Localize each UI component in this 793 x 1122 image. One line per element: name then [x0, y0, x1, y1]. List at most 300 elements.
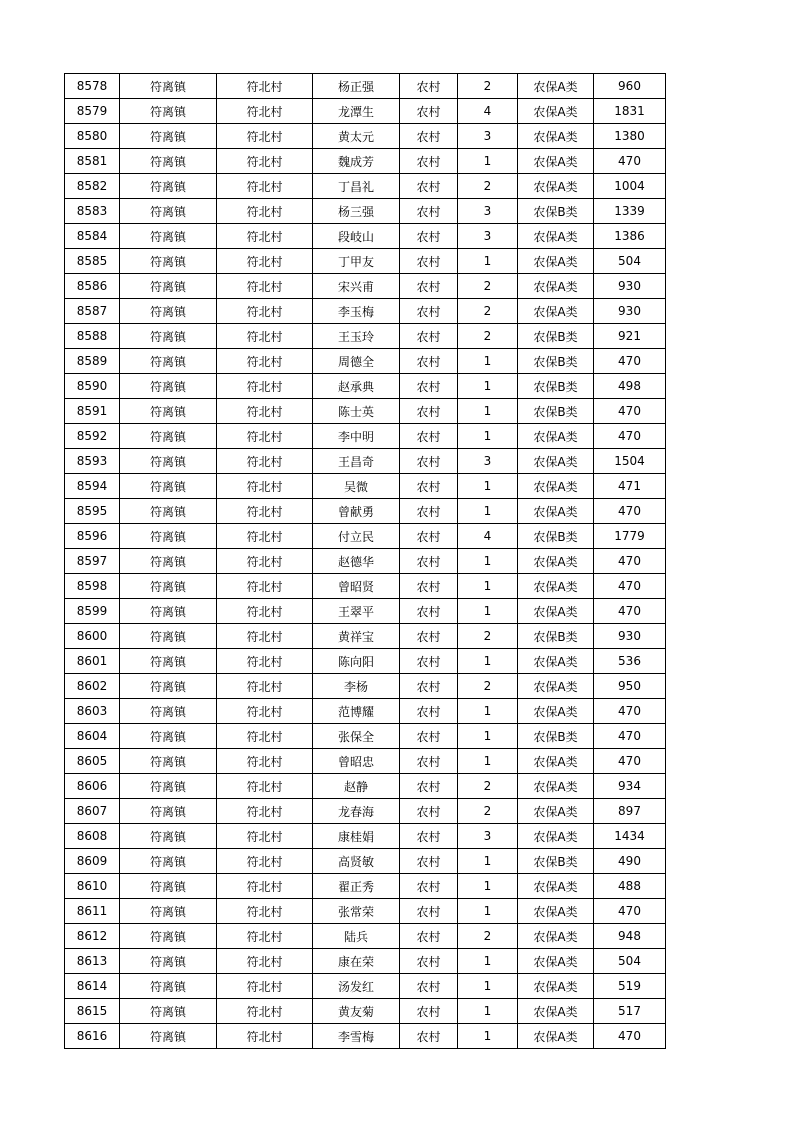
table-cell-type: 农村: [400, 549, 458, 574]
table-cell-town: 符离镇: [120, 899, 217, 924]
table-cell-name: 魏成芳: [313, 149, 400, 174]
table-cell-count: 1: [458, 574, 518, 599]
table-cell-type: 农村: [400, 374, 458, 399]
table-cell-type: 农村: [400, 524, 458, 549]
table-cell-amount: 470: [594, 724, 666, 749]
table-cell-name: 丁昌礼: [313, 174, 400, 199]
table-cell-category: 农保A类: [518, 949, 594, 974]
table-cell-category: 农保A类: [518, 474, 594, 499]
table-cell-category: 农保A类: [518, 699, 594, 724]
table-cell-category: 农保A类: [518, 124, 594, 149]
table-cell-amount: 934: [594, 774, 666, 799]
table-cell-town: 符离镇: [120, 449, 217, 474]
table-cell-category: 农保A类: [518, 574, 594, 599]
table-cell-id: 8613: [65, 949, 120, 974]
table-cell-count: 1: [458, 649, 518, 674]
table-cell-count: 2: [458, 674, 518, 699]
table-cell-id: 8604: [65, 724, 120, 749]
table-cell-village: 符北村: [217, 799, 313, 824]
table-row: [65, 699, 666, 724]
table-cell-town: 符离镇: [120, 274, 217, 299]
table-cell-name: 赵静: [313, 774, 400, 799]
table-cell-amount: 470: [594, 549, 666, 574]
table-cell-category: 农保A类: [518, 799, 594, 824]
table-cell-category: 农保A类: [518, 499, 594, 524]
table-cell-count: 1: [458, 474, 518, 499]
table-cell-name: 范博耀: [313, 699, 400, 724]
table-cell-name: 丁甲友: [313, 249, 400, 274]
table-row: [65, 199, 666, 224]
table-row: [65, 149, 666, 174]
table-cell-name: 汤发红: [313, 974, 400, 999]
table-row: [65, 899, 666, 924]
table-cell-town: 符离镇: [120, 474, 217, 499]
table-cell-town: 符离镇: [120, 124, 217, 149]
table-cell-town: 符离镇: [120, 649, 217, 674]
table-cell-category: 农保A类: [518, 824, 594, 849]
table-cell-name: 曾昭贤: [313, 574, 400, 599]
table-cell-village: 符北村: [217, 624, 313, 649]
table-row: [65, 74, 666, 99]
table-cell-category: 农保A类: [518, 174, 594, 199]
table-cell-amount: 490: [594, 849, 666, 874]
table-cell-type: 农村: [400, 149, 458, 174]
table-cell-town: 符离镇: [120, 399, 217, 424]
table-cell-amount: 1831: [594, 99, 666, 124]
table-row: [65, 549, 666, 574]
table-cell-amount: 470: [594, 499, 666, 524]
table-row: [65, 274, 666, 299]
table-cell-village: 符北村: [217, 899, 313, 924]
table-row: [65, 974, 666, 999]
table-cell-count: 1: [458, 1024, 518, 1049]
table-cell-village: 符北村: [217, 174, 313, 199]
table-cell-count: 1: [458, 399, 518, 424]
table-cell-village: 符北村: [217, 124, 313, 149]
table-cell-category: 农保A类: [518, 899, 594, 924]
table-cell-name: 龙潭生: [313, 99, 400, 124]
table-row: [65, 599, 666, 624]
table-cell-type: 农村: [400, 999, 458, 1024]
table-cell-amount: 1339: [594, 199, 666, 224]
table-cell-village: 符北村: [217, 249, 313, 274]
table-cell-name: 吴微: [313, 474, 400, 499]
table-cell-count: 2: [458, 774, 518, 799]
table-cell-count: 1: [458, 974, 518, 999]
table-cell-village: 符北村: [217, 824, 313, 849]
table-cell-id: 8588: [65, 324, 120, 349]
table-cell-name: 龙春海: [313, 799, 400, 824]
table-cell-amount: 488: [594, 874, 666, 899]
table-cell-town: 符离镇: [120, 199, 217, 224]
table-cell-count: 1: [458, 149, 518, 174]
table-cell-category: 农保A类: [518, 424, 594, 449]
table-row: [65, 849, 666, 874]
table-cell-count: 1: [458, 549, 518, 574]
table-cell-category: 农保B类: [518, 324, 594, 349]
table-cell-name: 王玉玲: [313, 324, 400, 349]
table-row: [65, 799, 666, 824]
table-cell-category: 农保A类: [518, 874, 594, 899]
table-cell-count: 1: [458, 499, 518, 524]
table-cell-village: 符北村: [217, 224, 313, 249]
table-cell-id: 8609: [65, 849, 120, 874]
table-cell-type: 农村: [400, 399, 458, 424]
table-cell-count: 1: [458, 699, 518, 724]
table-cell-id: 8593: [65, 449, 120, 474]
table-cell-id: 8598: [65, 574, 120, 599]
table-cell-type: 农村: [400, 449, 458, 474]
table-cell-type: 农村: [400, 924, 458, 949]
table-cell-id: 8592: [65, 424, 120, 449]
table-cell-village: 符北村: [217, 74, 313, 99]
table-cell-count: 2: [458, 799, 518, 824]
table-cell-village: 符北村: [217, 499, 313, 524]
table-cell-amount: 1434: [594, 824, 666, 849]
table-cell-id: 8596: [65, 524, 120, 549]
table-cell-name: 黄祥宝: [313, 624, 400, 649]
table-cell-type: 农村: [400, 424, 458, 449]
table-cell-count: 2: [458, 324, 518, 349]
table-cell-id: 8599: [65, 599, 120, 624]
table-cell-town: 符离镇: [120, 374, 217, 399]
table-cell-category: 农保A类: [518, 924, 594, 949]
table-cell-village: 符北村: [217, 674, 313, 699]
table-cell-name: 王昌奇: [313, 449, 400, 474]
table-cell-amount: 1779: [594, 524, 666, 549]
table-cell-type: 农村: [400, 824, 458, 849]
table-cell-category: 农保B类: [518, 849, 594, 874]
table-cell-town: 符离镇: [120, 499, 217, 524]
table-cell-name: 张常荣: [313, 899, 400, 924]
table-row: [65, 399, 666, 424]
table-cell-town: 符离镇: [120, 749, 217, 774]
table-cell-type: 农村: [400, 749, 458, 774]
table-cell-type: 农村: [400, 74, 458, 99]
table-cell-town: 符离镇: [120, 849, 217, 874]
data-table: [64, 73, 666, 1049]
table-cell-amount: 536: [594, 649, 666, 674]
table-cell-category: 农保A类: [518, 449, 594, 474]
table-cell-id: 8589: [65, 349, 120, 374]
table-cell-count: 1: [458, 899, 518, 924]
table-cell-count: 3: [458, 824, 518, 849]
table-cell-village: 符北村: [217, 1024, 313, 1049]
table-cell-amount: 470: [594, 574, 666, 599]
table-cell-count: 1: [458, 599, 518, 624]
table-cell-id: 8603: [65, 699, 120, 724]
table-cell-id: 8585: [65, 249, 120, 274]
table-row: [65, 174, 666, 199]
table-cell-type: 农村: [400, 274, 458, 299]
table-cell-amount: 470: [594, 1024, 666, 1049]
table-cell-id: 8590: [65, 374, 120, 399]
table-cell-village: 符北村: [217, 524, 313, 549]
table-cell-amount: 519: [594, 974, 666, 999]
table-cell-village: 符北村: [217, 949, 313, 974]
table-cell-id: 8608: [65, 824, 120, 849]
table-row: [65, 924, 666, 949]
table-cell-name: 陈向阳: [313, 649, 400, 674]
table-cell-id: 8591: [65, 399, 120, 424]
table-cell-type: 农村: [400, 674, 458, 699]
table-cell-village: 符北村: [217, 449, 313, 474]
table-row: [65, 224, 666, 249]
table-cell-category: 农保A类: [518, 749, 594, 774]
table-cell-id: 8586: [65, 274, 120, 299]
table-cell-count: 4: [458, 99, 518, 124]
table-cell-village: 符北村: [217, 324, 313, 349]
table-cell-amount: 1004: [594, 174, 666, 199]
table-cell-id: 8602: [65, 674, 120, 699]
table-cell-name: 陈士英: [313, 399, 400, 424]
table-row: [65, 624, 666, 649]
table-cell-id: 8607: [65, 799, 120, 824]
table-cell-category: 农保A类: [518, 974, 594, 999]
table-cell-type: 农村: [400, 99, 458, 124]
table-cell-count: 2: [458, 299, 518, 324]
table-cell-id: 8611: [65, 899, 120, 924]
table-cell-village: 符北村: [217, 974, 313, 999]
table-cell-amount: 948: [594, 924, 666, 949]
table-cell-category: 农保A类: [518, 1024, 594, 1049]
table-cell-town: 符离镇: [120, 799, 217, 824]
table-cell-id: 8594: [65, 474, 120, 499]
table-cell-village: 符北村: [217, 299, 313, 324]
table-cell-village: 符北村: [217, 349, 313, 374]
table-row: [65, 724, 666, 749]
table-cell-category: 农保A类: [518, 274, 594, 299]
table-cell-name: 张保全: [313, 724, 400, 749]
table-cell-type: 农村: [400, 599, 458, 624]
table-cell-village: 符北村: [217, 474, 313, 499]
table-body: [65, 74, 666, 1049]
table-cell-amount: 504: [594, 249, 666, 274]
table-cell-name: 李中明: [313, 424, 400, 449]
table-cell-name: 杨三强: [313, 199, 400, 224]
table-cell-village: 符北村: [217, 599, 313, 624]
table-cell-category: 农保A类: [518, 99, 594, 124]
table-cell-category: 农保B类: [518, 624, 594, 649]
table-cell-amount: 950: [594, 674, 666, 699]
table-cell-category: 农保A类: [518, 649, 594, 674]
table-cell-count: 3: [458, 449, 518, 474]
table-cell-village: 符北村: [217, 724, 313, 749]
table-row: [65, 949, 666, 974]
table-cell-type: 农村: [400, 649, 458, 674]
table-cell-amount: 960: [594, 74, 666, 99]
table-row: [65, 124, 666, 149]
table-cell-amount: 517: [594, 999, 666, 1024]
table-cell-count: 1: [458, 999, 518, 1024]
table-cell-id: 8616: [65, 1024, 120, 1049]
table-cell-count: 1: [458, 949, 518, 974]
table-cell-name: 李杨: [313, 674, 400, 699]
table-cell-count: 2: [458, 924, 518, 949]
table-cell-town: 符离镇: [120, 549, 217, 574]
table-row: [65, 674, 666, 699]
table-row: [65, 349, 666, 374]
table-cell-amount: 930: [594, 299, 666, 324]
table-cell-name: 李雪梅: [313, 1024, 400, 1049]
table-cell-town: 符离镇: [120, 174, 217, 199]
table-cell-category: 农保A类: [518, 774, 594, 799]
table-row: [65, 1024, 666, 1049]
table-cell-category: 农保B类: [518, 399, 594, 424]
table-cell-id: 8578: [65, 74, 120, 99]
table-cell-town: 符离镇: [120, 524, 217, 549]
table-cell-amount: 470: [594, 699, 666, 724]
table-cell-category: 农保B类: [518, 724, 594, 749]
table-cell-category: 农保A类: [518, 299, 594, 324]
table-cell-category: 农保B类: [518, 349, 594, 374]
table-cell-type: 农村: [400, 124, 458, 149]
table-cell-count: 1: [458, 424, 518, 449]
table-row: [65, 749, 666, 774]
table-cell-count: 2: [458, 174, 518, 199]
table-row: [65, 474, 666, 499]
table-cell-type: 农村: [400, 299, 458, 324]
table-cell-town: 符离镇: [120, 624, 217, 649]
table-cell-type: 农村: [400, 199, 458, 224]
table-cell-town: 符离镇: [120, 149, 217, 174]
table-cell-count: 1: [458, 724, 518, 749]
table-row: [65, 99, 666, 124]
table-cell-town: 符离镇: [120, 1024, 217, 1049]
table-cell-amount: 930: [594, 274, 666, 299]
table-cell-village: 符北村: [217, 699, 313, 724]
table-cell-town: 符离镇: [120, 949, 217, 974]
table-cell-count: 3: [458, 224, 518, 249]
table-row: [65, 449, 666, 474]
table-cell-town: 符离镇: [120, 349, 217, 374]
table-cell-count: 1: [458, 849, 518, 874]
table-cell-count: 2: [458, 274, 518, 299]
table-cell-village: 符北村: [217, 549, 313, 574]
table-cell-amount: 1504: [594, 449, 666, 474]
table-cell-count: 3: [458, 124, 518, 149]
table-cell-category: 农保B类: [518, 524, 594, 549]
table-cell-count: 1: [458, 374, 518, 399]
table-cell-count: 1: [458, 249, 518, 274]
table-cell-id: 8612: [65, 924, 120, 949]
table-cell-type: 农村: [400, 699, 458, 724]
table-cell-id: 8583: [65, 199, 120, 224]
table-cell-amount: 471: [594, 474, 666, 499]
table-row: [65, 499, 666, 524]
table-cell-count: 3: [458, 199, 518, 224]
table-cell-village: 符北村: [217, 574, 313, 599]
table-cell-id: 8584: [65, 224, 120, 249]
table-cell-town: 符离镇: [120, 824, 217, 849]
table-row: [65, 374, 666, 399]
table-cell-town: 符离镇: [120, 99, 217, 124]
table-cell-amount: 470: [594, 749, 666, 774]
table-row: [65, 874, 666, 899]
table-cell-amount: 470: [594, 599, 666, 624]
table-cell-name: 高贤敏: [313, 849, 400, 874]
table-cell-village: 符北村: [217, 424, 313, 449]
table-cell-category: 农保A类: [518, 999, 594, 1024]
table-cell-type: 农村: [400, 499, 458, 524]
table-cell-type: 农村: [400, 899, 458, 924]
table-cell-id: 8615: [65, 999, 120, 1024]
table-cell-town: 符离镇: [120, 599, 217, 624]
table-cell-category: 农保A类: [518, 674, 594, 699]
table-cell-name: 周德全: [313, 349, 400, 374]
table-cell-type: 农村: [400, 974, 458, 999]
table-cell-village: 符北村: [217, 849, 313, 874]
table-cell-village: 符北村: [217, 774, 313, 799]
table-cell-village: 符北村: [217, 749, 313, 774]
table-cell-town: 符离镇: [120, 724, 217, 749]
table-cell-village: 符北村: [217, 924, 313, 949]
table-cell-village: 符北村: [217, 149, 313, 174]
table-row: [65, 999, 666, 1024]
table-cell-town: 符离镇: [120, 424, 217, 449]
table-row: [65, 249, 666, 274]
table-cell-village: 符北村: [217, 874, 313, 899]
table-cell-type: 农村: [400, 624, 458, 649]
table-cell-category: 农保A类: [518, 224, 594, 249]
table-cell-village: 符北村: [217, 199, 313, 224]
table-cell-town: 符离镇: [120, 774, 217, 799]
table-cell-type: 农村: [400, 174, 458, 199]
table-row: [65, 774, 666, 799]
table-cell-id: 8601: [65, 649, 120, 674]
table-cell-type: 农村: [400, 874, 458, 899]
table-row: [65, 424, 666, 449]
table-cell-id: 8587: [65, 299, 120, 324]
table-cell-id: 8579: [65, 99, 120, 124]
table-cell-type: 农村: [400, 574, 458, 599]
table-cell-id: 8580: [65, 124, 120, 149]
table-cell-type: 农村: [400, 474, 458, 499]
table-cell-name: 宋兴甫: [313, 274, 400, 299]
table-cell-category: 农保A类: [518, 549, 594, 574]
table-cell-amount: 470: [594, 399, 666, 424]
table-cell-id: 8605: [65, 749, 120, 774]
table-cell-id: 8581: [65, 149, 120, 174]
spreadsheet-page: [64, 73, 666, 1049]
table-cell-village: 符北村: [217, 99, 313, 124]
table-cell-amount: 504: [594, 949, 666, 974]
table-cell-town: 符离镇: [120, 574, 217, 599]
table-cell-village: 符北村: [217, 374, 313, 399]
table-cell-category: 农保A类: [518, 149, 594, 174]
table-cell-count: 1: [458, 749, 518, 774]
table-cell-amount: 470: [594, 149, 666, 174]
table-row: [65, 324, 666, 349]
table-cell-name: 康在荣: [313, 949, 400, 974]
table-row: [65, 524, 666, 549]
table-cell-town: 符离镇: [120, 249, 217, 274]
table-cell-type: 农村: [400, 799, 458, 824]
table-cell-village: 符北村: [217, 649, 313, 674]
table-cell-town: 符离镇: [120, 299, 217, 324]
table-cell-name: 黄友菊: [313, 999, 400, 1024]
table-cell-town: 符离镇: [120, 224, 217, 249]
table-cell-amount: 470: [594, 899, 666, 924]
table-cell-name: 陆兵: [313, 924, 400, 949]
table-cell-amount: 1380: [594, 124, 666, 149]
table-cell-type: 农村: [400, 249, 458, 274]
table-cell-town: 符离镇: [120, 699, 217, 724]
table-cell-id: 8595: [65, 499, 120, 524]
table-cell-town: 符离镇: [120, 674, 217, 699]
table-cell-id: 8600: [65, 624, 120, 649]
table-cell-name: 黄太元: [313, 124, 400, 149]
